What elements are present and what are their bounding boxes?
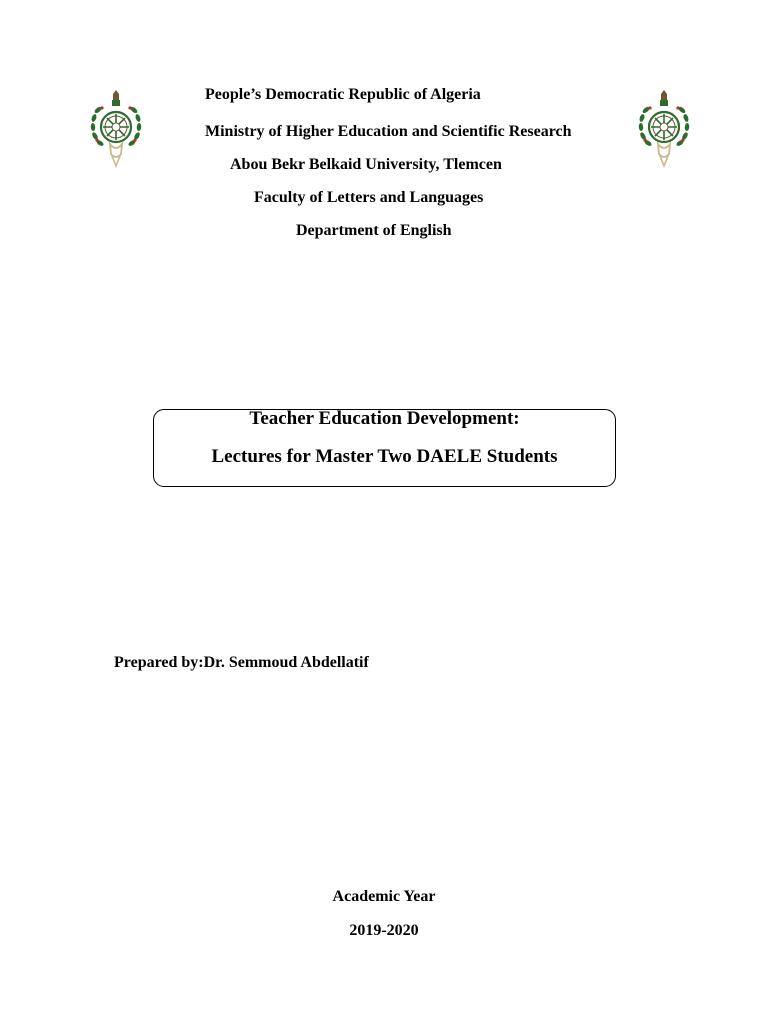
right-university-seal-icon: [636, 90, 692, 170]
title-box: [153, 409, 616, 487]
university-name: Abou Bekr Belkaid University, Tlemcen: [230, 156, 502, 173]
department-name: Department of English: [296, 222, 452, 239]
academic-year-value: 2019-2020: [349, 922, 419, 939]
document-title-line2: Lectures for Master Two DAELE Students: [211, 446, 558, 467]
left-university-seal-icon: [88, 90, 144, 170]
document-title-line1: Teacher Education Development:: [249, 408, 520, 429]
country-name: People’s Democratic Republic of Algeria: [205, 86, 481, 103]
ministry-name: Ministry of Higher Education and Scientific Research: [205, 123, 572, 140]
prepared-by: Prepared by:Dr. Semmoud Abdellatif: [114, 654, 369, 671]
academic-year-label: Academic Year: [332, 888, 436, 905]
faculty-name: Faculty of Letters and Languages: [254, 189, 484, 206]
